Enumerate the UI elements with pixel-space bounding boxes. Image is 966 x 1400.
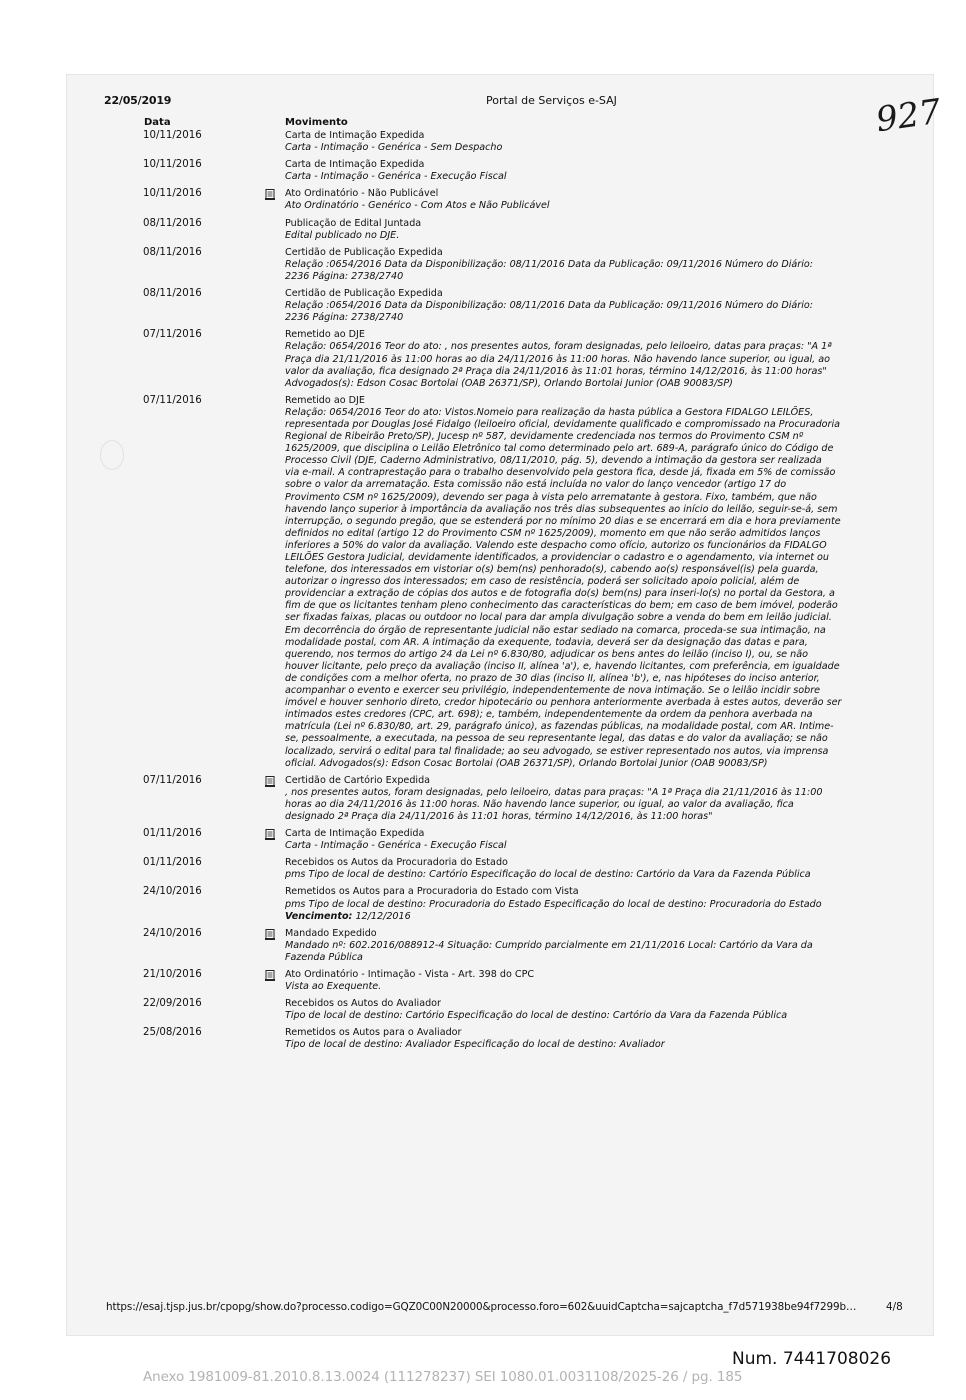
movement-complement: Mandado nº: 602.2016/088912-4 Situação: Cumprido parcialmente em 21/11/2016 Local: Cartório da Vara da Fazenda Pública [285,939,813,963]
movement-complement: pms Tipo de local de destino: Procuradoria do Estado Especificação do local de destino: Procuradoria do Estado [285,898,822,910]
movement-complement: , nos presentes autos, foram designadas, pelo leiloeiro, datas para praças: "A 1ª Praça dia 21/11/2016 às 11:00 horas ao dia 24/11/2016 às 11:00 horas. Não havendo lance superior, ou igual, ao valor da avaliação, fica designado 2ª Praça dia 24/11/2016 às 11:01 horas, término 14/12/2016, às 11:00 horas" [285,786,823,822]
movement-date: 10/11/2016 [143,159,202,171]
movement-title: Certidão de Publicação Expedida [285,246,443,258]
movement-date: 07/11/2016 [143,394,202,406]
movement-title: Ato Ordinatório - Intimação - Vista - Art. 398 do CPC [285,969,535,980]
movement-entry [0,998,966,1022]
document-icon[interactable] [265,970,275,981]
vencimento-line [285,911,881,923]
movement-date: 08/11/2016 [143,217,202,229]
movement-complement: Relação :0654/2016 Data da Disponibilização: 08/11/2016 Data da Publicação: 09/11/2016 Número do Diário: 2236 Página: 2738/2740 [285,300,813,324]
movement-title: Publicação de Edital Juntada [285,217,422,229]
movement-entry [0,130,966,154]
document-icon[interactable] [265,189,275,200]
print-date: 22/05/2019 [104,94,172,107]
movement-title: Mandado Expedido [285,927,377,939]
movement-title: Ato Ordinatório - Não Publicável [285,188,439,200]
movement-entry [0,218,966,242]
movement-complement: Carta - Intimação - Genérica - Sem Despacho [285,142,503,154]
movement-complement: Carta - Intimação - Genérica - Execução Fiscal [285,840,507,852]
movement-title: Recebidos os Autos do Avaliador [285,998,441,1010]
footer-page-number: 4/8 [886,1301,903,1313]
movement-date: 08/11/2016 [143,246,202,258]
movement-entry [0,329,966,389]
movement-date: 24/10/2016 [143,886,202,898]
movement-entry [0,857,966,881]
movement-title: Remetido ao DJE [285,394,365,406]
movement-date: 25/08/2016 [143,1027,202,1039]
movement-title: Recebidos os Autos da Procuradoria do Estado [285,857,508,869]
movement-date: 07/11/2016 [143,774,202,786]
document-number-stamp: Num. 7441708026 [732,1349,892,1369]
movement-date: 08/11/2016 [143,288,202,300]
movement-title: Carta de Intimação Expedida [285,159,425,171]
movement-entry [0,886,966,922]
movement-date: 01/11/2016 [143,828,202,840]
movement-complement: Carta - Intimação - Genérica - Execução Fiscal [285,171,507,183]
portal-title: Portal de Serviços e-SAJ [486,94,617,107]
column-header-date: Data [144,117,171,128]
movements-list [0,130,966,1057]
document-icon[interactable] [265,829,275,840]
movement-title: Remetidos os Autos para o Avaliador [285,1027,462,1039]
movement-entry [0,828,966,852]
movement-complement: Relação: 0654/2016 Teor do ato: , nos presentes autos, foram designadas, pelo leiloeiro, datas para praças: "A 1ª Praça dia 21/11/2016 às 11:00 horas ao dia 24/11/2016 às 11:00 horas. Não havendo lance superior, ou igual, ao valor da avaliação, fica designado 2ª Praça dia 24/11/2016 às 11:01 horas, término 14/12/2016, às 11:00 horas" Advogados(s): Edson Cosac Bortolai (OAB 26371/SP), Orlando Bortolai Junior (OAB 90083/SP) [285,341,832,389]
movement-complement: Tipo de local de destino: Avaliador Especificação do local de destino: Avaliador [285,1039,665,1051]
movement-date: 01/11/2016 [143,857,202,869]
movement-complement: Ato Ordinatório - Genérico - Com Atos e Não Publicável [285,200,550,212]
column-header-movement: Movimento [285,117,348,128]
movement-title: Carta de Intimação Expedida [285,828,425,840]
annex-stamp: Anexo 1981009-81.2010.8.13.0024 (111278237) SEI 1080.01.0031108/2025-26 / pg. 185 [143,1369,743,1385]
movement-complement: Relação: 0654/2016 Teor do ato: Vistos.Nomeio para realização da hasta pública a Gestora FIDALGO LEILÕES, representada por Douglas José Fidalgo (leiloeiro oficial, devidamente qualificado e compromissado na Procuradoria Regional de Ribeirão Preto/SP), Jucesp nº 587, devidamente credenciada nos termos do Provimento CSM nº 1625/2009, que disciplina o Leilão Eletrônico tal como determinado pelo art. 689-A, parágrafo único do Código de Processo Civil (DJE, Caderno Administrativo, 08/11/2010, pág. 5), devendo a intimação da gestora ser realizada via e-mail. A contraprestação para o trabalho desenvolvido pela gestora fica, desde já, fixada em 5% de comissão sobre o valor da arrematação. Esta comissão não está incluída no valor do lanço vencedor (artigo 17 do Provimento CSM nº 1625/2009), devendo ser paga à vista pelo arrematante à gestora. Fixo, também, que não havendo lanço superior à importância da avaliação nos três dias subsequentes ao início do leilão, seguir-se-á, sem interrupção, o segundo pregão, que se estenderá por no mínimo 20 dias e se encerrará em dia e hora previamente definidos no edital (artigo 12 do Provimento CSM nº 1625/2009), momento em que não serão admitidos lanços inferiores a 50% do valor da avaliação. Valendo este despacho como ofício, autorizo os funcionários da FIDALGO LEILÕES Gestora Judicial, devidamente identificados, a providenciar o cadastro e o agendamento, via internet ou telefone, dos interessados em vistoriar o(s) bem(ns) penhorado(s), cabendo ao(s) responsável(is) pela guarda, autorizar o ingresso dos interessados; em caso de resistência, poderá ser solicitado apoio policial, além de providenciar a extração de cópias dos autos e de fotografia do(s) bem(ns) para inseri-lo(s) no portal da Gestora, a fim de que os licitantes tenham pleno conhecimento das características do bem; em caso de bem imóvel, poderão ser fixadas faixas, placas ou outdoor no local para dar ampla divulgação sobre a venda do bem em leilão judicial. Em decorrência do órgão de representante judicial não estar sediado na comarca, proceda-se sua intimação, na modalidade postal, com AR. A intimação da exequente, todavia, deverá ser da designação das datas e para, querendo, nos termos do artigo 24 da Lei nº 6.830/80, adjudicar os bens antes do leilão (inciso I), ou, se não houver licitante, pelo preço da avaliação (inciso II, alínea 'a'), e, havendo licitantes, com preferência, em igualdade de condições com a melhor oferta, no prazo de 30 dias (inciso II, alínea 'b'), e, nas hipóteses do inciso anterior, acompanhar o evento e exercer seu privilégio, independentemente de nova intimação. Se o leilão incidir sobre imóvel e houver senhorio direto, credor hipotecário ou penhora anteriormente averbada à estes autos, deverão ser intimados estes credores (CPC, art. 698); e, também, independentemente da ordem da penhora averbada na matrícula (Lei nº 6.830/80, art. 29, parágrafo único), as fazendas públicas, na modalidade postal, com AR. Intime- se, pessoalmente, a executada, na pessoa de seu representante legal, das datas e do valor da avaliação; se não localizado, servirá o edital para tal finalidade; ao seu advogado, se estiver representado nos autos, via imprensa oficial. Advogados(s): Edson Cosac Bortolai (OAB 26371/SP), Orlando Bortolai Junior (OAB 90083/SP) [285,406,842,769]
movement-date: 07/11/2016 [143,329,202,341]
movement-title: Remetido ao DJE [285,329,365,341]
movement-title: Carta de Intimação Expedida [285,130,425,141]
movement-entry [0,969,966,993]
movement-date: 24/10/2016 [143,927,202,939]
movement-entry [0,288,966,324]
movement-title: Remetidos os Autos para a Procuradoria do Estado com Vista [285,886,579,898]
movement-complement: Tipo de local de destino: Cartório Especificação do local de destino: Cartório da Vara da Fazenda Pública [285,1010,788,1022]
movement-entry [0,1027,966,1051]
movement-date: 10/11/2016 [143,188,202,200]
vencimento-value: 12/12/2016 [355,910,411,922]
document-icon[interactable] [265,776,275,787]
movement-date: 22/09/2016 [143,998,202,1010]
movement-entry [0,775,966,823]
movement-complement: Relação :0654/2016 Data da Disponibilização: 08/11/2016 Data da Publicação: 09/11/2016 Número do Diário: 2236 Página: 2738/2740 [285,258,813,282]
movement-complement: Edital publicado no DJE. [285,229,400,241]
movement-title: Certidão de Cartório Expedida [285,774,431,786]
movement-entry [0,159,966,183]
movement-title: Certidão de Publicação Expedida [285,288,443,300]
vencimento-label: Vencimento: [285,910,353,922]
footer-url: https://esaj.tjsp.jus.br/cpopg/show.do?processo.codigo=GQZ0C00N20000&processo.foro=602&uuidCaptcha=sajcaptcha_f7d571938be94f7299b… [106,1301,857,1313]
movement-entry [0,395,966,770]
movement-entry [0,188,966,212]
movement-complement: pms Tipo de local de destino: Cartório Especificação do local de destino: Cartório da Vara da Fazenda Pública [285,869,811,881]
movement-entry [0,247,966,283]
movement-date: 10/11/2016 [143,130,202,141]
movement-entry [0,928,966,964]
movement-date: 21/10/2016 [143,969,202,980]
movement-complement: Vista ao Exequente. [285,981,382,993]
document-icon[interactable] [265,929,275,940]
handwritten-page-number: 927 [873,91,944,141]
